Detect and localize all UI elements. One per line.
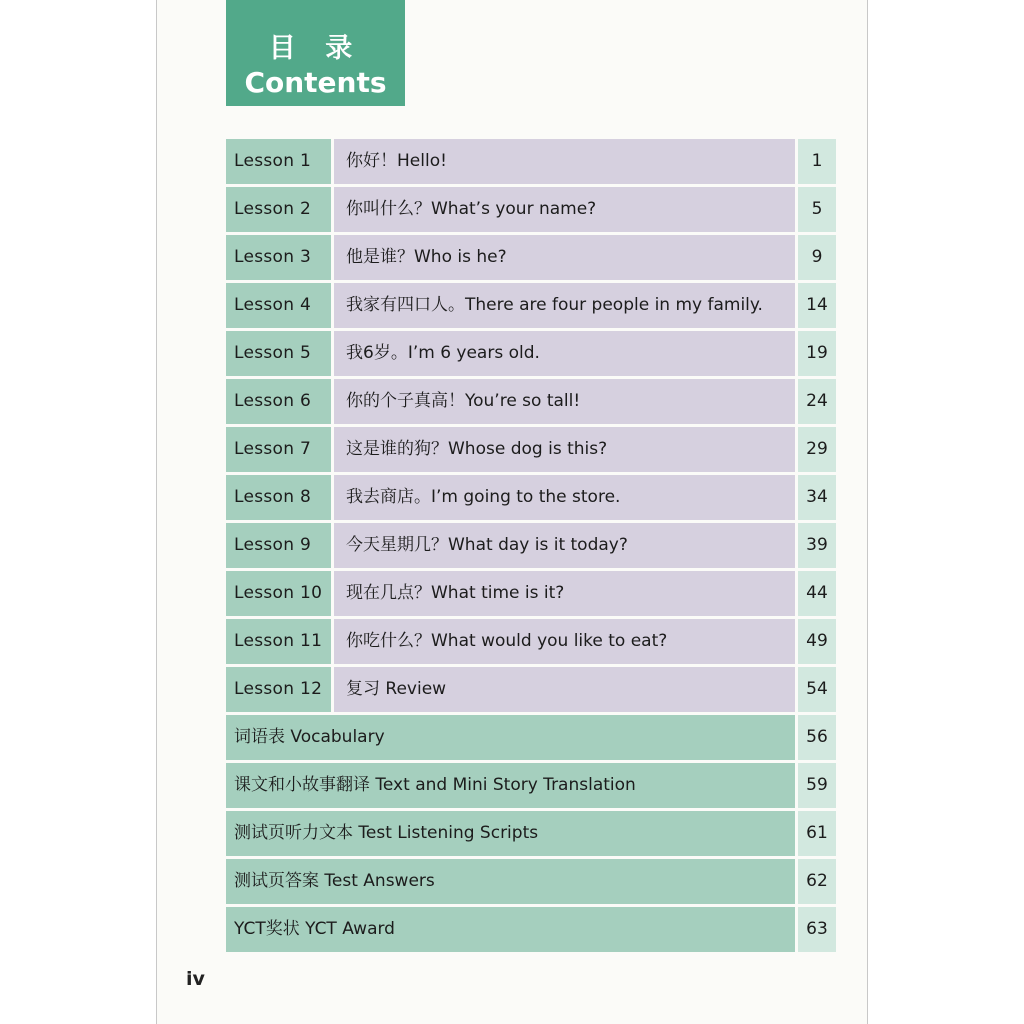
appendix-title — [226, 715, 795, 760]
lesson-title-text: 我家有四口人。There are four people in my family. — [346, 295, 763, 315]
lesson-label — [226, 187, 331, 232]
lesson-label — [226, 379, 331, 424]
header-title-chinese: 目 录 — [268, 33, 363, 64]
lesson-label — [226, 283, 331, 328]
lesson-title — [334, 523, 795, 568]
toc-lesson-row[interactable] — [226, 666, 836, 714]
appendix-page-number — [798, 859, 836, 904]
toc-lesson-row[interactable] — [226, 570, 836, 618]
lesson-page-number-text: 1 — [811, 151, 823, 171]
lesson-title — [334, 283, 795, 328]
lesson-label-text: Lesson 11 — [234, 631, 323, 651]
lesson-title-text: 你的个子真高！You’re so tall! — [346, 391, 581, 411]
lesson-label-text: Lesson 3 — [234, 247, 312, 267]
lesson-label — [226, 427, 331, 472]
lesson-page-number-text: 54 — [806, 679, 828, 699]
lesson-title-text: 复习 Review — [346, 679, 447, 699]
toc-appendix-row[interactable] — [226, 906, 836, 954]
lesson-label-text: Lesson 4 — [234, 295, 312, 315]
lesson-page-number-text: 24 — [806, 391, 828, 411]
lesson-title — [334, 379, 795, 424]
lesson-title — [334, 331, 795, 376]
lesson-label-text: Lesson 6 — [234, 391, 312, 411]
lesson-title-text: 今天星期几？What day is it today? — [346, 535, 628, 555]
lesson-title — [334, 571, 795, 616]
lesson-title-text: 他是谁？Who is he? — [346, 247, 507, 267]
lesson-page-number-text: 19 — [806, 343, 828, 363]
lesson-title — [334, 139, 795, 184]
lesson-page-number-text: 29 — [806, 439, 828, 459]
lesson-page-number — [798, 379, 836, 424]
lesson-label-text: Lesson 8 — [234, 487, 312, 507]
lesson-page-number-text: 14 — [806, 295, 828, 315]
appendix-title-text: 测试页听力文本 Test Listening Scripts — [234, 823, 539, 843]
lesson-title-text: 你吃什么？What would you like to eat? — [346, 631, 668, 651]
lesson-label-text: Lesson 7 — [234, 439, 312, 459]
lesson-title — [334, 235, 795, 280]
appendix-page-number — [798, 907, 836, 952]
appendix-title-text: YCT奖状 YCT Award — [234, 919, 395, 939]
lesson-page-number — [798, 139, 836, 184]
lesson-title — [334, 667, 795, 712]
lesson-label — [226, 139, 331, 184]
lesson-page-number — [798, 667, 836, 712]
lesson-label — [226, 619, 331, 664]
lesson-page-number-text: 49 — [806, 631, 828, 651]
toc-appendix-row[interactable] — [226, 762, 836, 810]
toc-lesson-row[interactable] — [226, 138, 836, 186]
toc-lesson-row[interactable] — [226, 426, 836, 474]
lesson-page-number — [798, 571, 836, 616]
toc-lesson-row[interactable] — [226, 378, 836, 426]
lesson-title — [334, 619, 795, 664]
toc-lesson-row[interactable] — [226, 234, 836, 282]
toc-appendix-row[interactable] — [226, 810, 836, 858]
toc-lesson-row[interactable] — [226, 282, 836, 330]
toc-lesson-row[interactable] — [226, 330, 836, 378]
lesson-title — [334, 427, 795, 472]
appendix-title-text: 测试页答案 Test Answers — [234, 871, 435, 891]
lesson-title-text: 现在几点？What time is it? — [346, 583, 565, 603]
lesson-label — [226, 523, 331, 568]
lesson-label — [226, 667, 331, 712]
lesson-label — [226, 571, 331, 616]
appendix-page-number-text: 62 — [806, 871, 828, 891]
lesson-label-text: Lesson 1 — [234, 151, 312, 171]
lesson-title-text: 我去商店。I’m going to the store. — [346, 487, 621, 507]
appendix-page-number-text: 61 — [806, 823, 828, 843]
appendix-page-number — [798, 811, 836, 856]
lesson-label — [226, 475, 331, 520]
lesson-label-text: Lesson 12 — [234, 679, 323, 699]
lesson-page-number — [798, 235, 836, 280]
page-number: iv — [186, 968, 205, 990]
appendix-title — [226, 859, 795, 904]
appendix-page-number-text: 63 — [806, 919, 828, 939]
lesson-title-text: 你叫什么？What’s your name? — [346, 199, 597, 219]
lesson-page-number — [798, 427, 836, 472]
appendix-title — [226, 763, 795, 808]
lesson-label — [226, 331, 331, 376]
lesson-page-number — [798, 523, 836, 568]
toc-lesson-row[interactable] — [226, 522, 836, 570]
lesson-title — [334, 475, 795, 520]
appendix-page-number-text: 56 — [806, 727, 828, 747]
lesson-label-text: Lesson 9 — [234, 535, 312, 555]
toc-lesson-row[interactable] — [226, 186, 836, 234]
header-title-english: Contents — [244, 66, 387, 99]
toc-appendix-row[interactable] — [226, 858, 836, 906]
lesson-page-number — [798, 475, 836, 520]
lesson-title-text: 你好！Hello! — [346, 151, 447, 171]
lesson-page-number-text: 44 — [806, 583, 828, 603]
lesson-page-number-text: 39 — [806, 535, 828, 555]
lesson-page-number — [798, 187, 836, 232]
lesson-page-number-text: 34 — [806, 487, 828, 507]
lesson-label-text: Lesson 5 — [234, 343, 312, 363]
book-page — [157, 0, 867, 1024]
toc-lesson-row[interactable] — [226, 474, 836, 522]
contents-header — [226, 0, 405, 106]
lesson-page-number — [798, 283, 836, 328]
toc-lesson-row[interactable] — [226, 618, 836, 666]
lesson-label — [226, 235, 331, 280]
appendix-title — [226, 907, 795, 952]
lesson-label-text: Lesson 2 — [234, 199, 312, 219]
table-of-contents — [226, 138, 836, 954]
appendix-page-number — [798, 715, 836, 760]
lesson-label-text: Lesson 10 — [234, 583, 323, 603]
toc-appendix-row[interactable] — [226, 714, 836, 762]
lesson-page-number-text: 9 — [811, 247, 823, 267]
lesson-title — [334, 187, 795, 232]
lesson-title-text: 我6岁。I’m 6 years old. — [346, 343, 540, 363]
lesson-page-number — [798, 619, 836, 664]
appendix-title-text: 词语表 Vocabulary — [234, 727, 385, 747]
appendix-page-number-text: 59 — [806, 775, 828, 795]
lesson-page-number — [798, 331, 836, 376]
appendix-page-number — [798, 763, 836, 808]
appendix-title-text: 课文和小故事翻译 Text and Mini Story Translation — [234, 775, 636, 795]
lesson-title-text: 这是谁的狗？Whose dog is this? — [346, 439, 608, 459]
lesson-page-number-text: 5 — [811, 199, 823, 219]
appendix-title — [226, 811, 795, 856]
